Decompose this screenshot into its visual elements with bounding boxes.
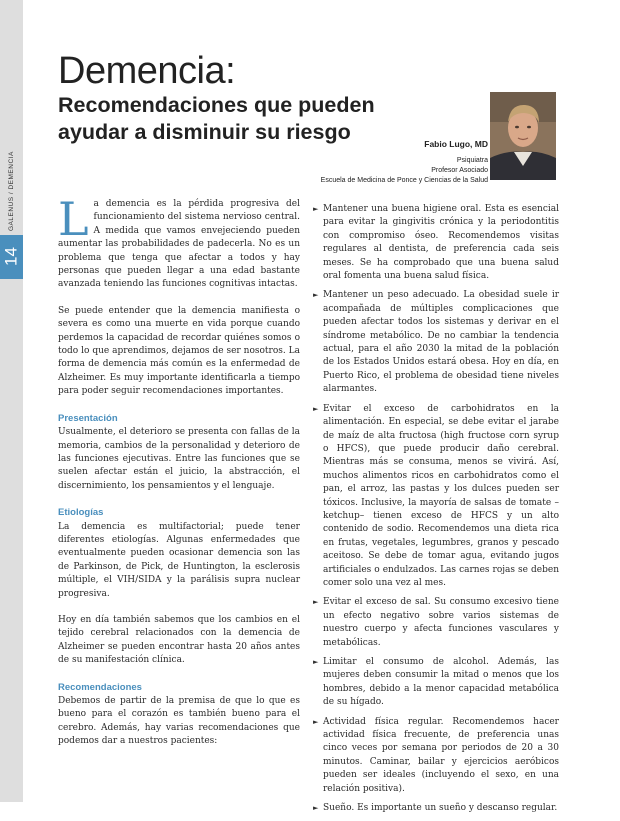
paragraph-etiologias: La demencia es multifactorial; puede tener diferentes etiologías. Algunas enfermedades que eventualmente pueden ocasionar demencia son las de Parkinson, de Pick, de Huntington, la esclerosis múltiple, el VIH/SIDA y la parálisis supra nuclear progresiva. [58,521,300,599]
author-block [321,139,488,186]
list-item: ► Mantener un peso adecuado. La obesidad suele ir acompañada de múltiples complicaciones que pueden afectar todos los sistemas y derivar en el síndrome metabólico. De no cambiar la tendencia actual, para el año 2030 la mitad de la población de los Estados Unidos estará obesa. Hoy en día, en Puerto Rico, el problema de obesidad tiene niveles alarmantes. [313,290,559,395]
author-portrait-icon [490,92,556,180]
bullet-arrow-icon: ► [313,658,319,666]
page-title: Demencia: [58,50,236,92]
author-institution: Escuela de Medicina de Ponce y Ciencias de la Salud [320,177,488,184]
author-position: Profesor Asociado [431,167,488,174]
side-strip [0,0,23,802]
list-item: ► Limitar el consumo de alcohol. Además, las mujeres deben consumir la mitad o menos que los hombres, debido a la menor capacidad metabólica de su hígado. [313,657,559,708]
bullet-arrow-icon: ► [313,598,319,607]
column-left [58,192,300,762]
list-item: ► Mantener una buena higiene oral. Esta es esencial para evitar la gingivitis crónica y la periodontitis con compromiso óseo. Recomendemos visitas regulares al dentista, de preferencia cada seis meses. Se ha comprobado que una buena salud oral fomenta una buena salud física. [313,204,559,282]
drop-cap: L [58,192,89,246]
column-right [313,203,559,821]
page-number: 14 [1,247,21,267]
author-role: Psiquiatra [456,157,488,164]
paragraph-muerte: Se puede entender que la demencia manifiesta o severa es como una muerte en vida porque cuando perdemos la capacidad de recordar quiénes somos o todo lo que aprendimos, dejamos de ser nosotros. La forma de demencia más común es la enfermedad de Alzheimer. Es muy importante identificarla a tiempo para poder seguir recomendaciones importantes. [58,305,300,397]
bullet-arrow-icon: ► [313,291,319,300]
bullet-arrow-icon: ► [313,205,319,213]
intro-paragraph [58,192,300,292]
heading-etiologias: Etiologías [58,507,104,519]
list-item: ► Evitar el exceso de carbohidratos en la alimentación. En especial, se debe evitar el jarabe de maíz de alta fructosa (high fructose corn syrup o HFCS), que puede producir daño cerebral. Mientras más se consuma, menos se vivirá. Así, muchos alimentos ricos en carbohidratos como el pan, el arroz, las pastas y los dulces pueden ser tóxicos. Inclusive, la mayoría de salsas de tomate –ketchup– tienen exceso de HFCS y un alto contenido de sodio. Recomendemos una dieta rica en frutas, vegetales, legumbres, granos y pescado aceitoso. Se debe de tomar agua, evitando jugos artificiales o endulzados. Las carnes rojas se deben comer solo una vez al mes. [313,403,559,588]
paragraph-recomendaciones: Debemos de partir de la premisa de que lo que es bueno para el corazón es también bueno para el cerebro. Además, hay varias recomendaciones que podemos dar a nuestros pacientes: [58,696,300,747]
heading-presentacion: Presentación [58,412,118,424]
intro-text: a demencia es la pérdida progresiva del funcionamiento del sistema nervioso central. A medida que vamos envejeciendo pueden aumentar las probabilidades de padecerla. No es un problema que tenga que afectar a todos y hay personas que pueden llegar a una edad bastante avanzada teniendo las funciones cognitivas intactas. [58,199,300,290]
bullet-arrow-icon: ► [313,804,319,813]
bullet-arrow-icon: ► [313,404,319,413]
section-label: GALENUS / DEMENCIA [8,151,15,231]
author-name: Fabio Lugo, MD [424,139,488,149]
heading-recomendaciones: Recomendaciones [58,681,142,693]
page-subtitle: Recomendaciones que pueden ayudar a disminuir su riesgo [58,93,375,144]
list-item: ► Actividad física regular. Recomendemos hacer actividad física frecuente, de preferencia unas cinco veces por semana por periodos de 20 a 30 minutos. Caminar, bailar y ejercicios aeróbicos pueden ser ideales (incluyendo el sexo, en una relación positiva). [313,716,559,794]
paragraph-presentacion: Usualmente, el deterioro se presenta con fallas de la memoria, cambios de la personalidad y deterioro de las funciones ejecutivas. Entre las funciones que se suelen afectar están el juicio, la abstracción, el discernimiento, los pensamientos y el lenguaje. [58,427,300,491]
list-item: ► Evitar el exceso de sal. Su consumo excesivo tiene un efecto negativo sobre varios sistemas de nuestro cuerpo y afecta funciones vasculares y metabólicas. [313,597,559,648]
paragraph-cambios: Hoy en día también sabemos que los cambios en el tejido cerebral relacionados con la demencia de Alzheimer se pueden encontrar hasta 20 años antes de su manifestación clínica. [58,614,300,666]
bullet-arrow-icon: ► [313,717,319,726]
list-item: ► Sueño. Es importante un sueño y descanso regular. [313,802,559,815]
